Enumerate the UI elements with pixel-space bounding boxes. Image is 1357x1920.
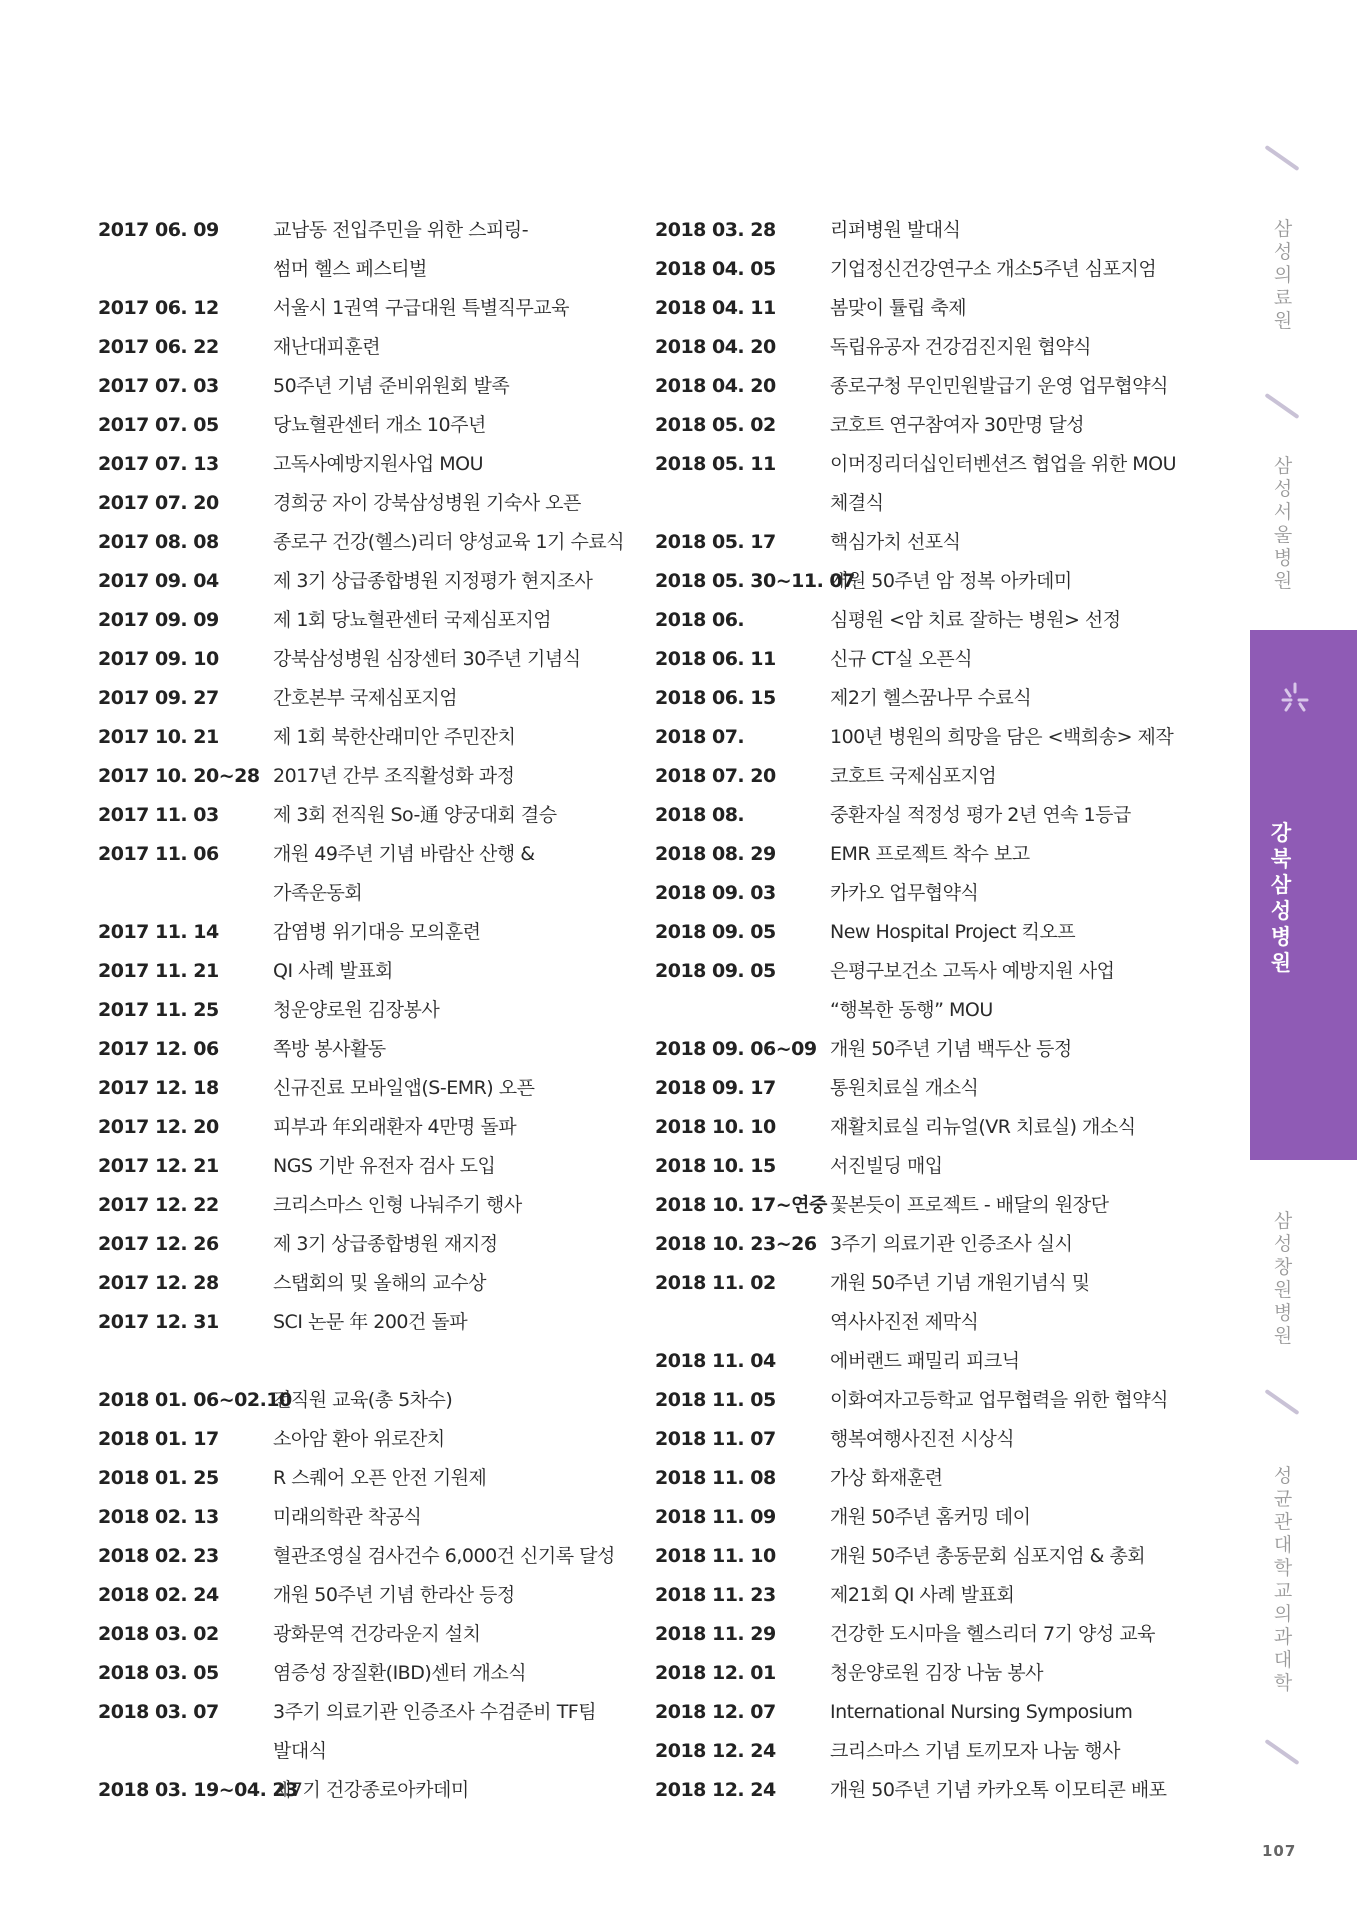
entry-text: 제 3기 상급종합병원 재지정 [273,1233,498,1255]
entry-text: 3주기 의료기관 인증조사 실시 [830,1233,1073,1255]
entry-text: 쪽방 봉사활동 [273,1038,386,1060]
entry-date: 2017 12. 31 [98,1311,219,1333]
entry-text: 가족운동회 [273,882,363,904]
entry-text: 간호본부 국제심포지엄 [273,687,458,709]
entry-text: 심평원 <암 치료 잘하는 병원> 선정 [830,609,1121,631]
entry-text: 3주기 의료기관 인증조사 수검준비 TF팀 [273,1701,597,1723]
entry-date: 2018 10. 17~연중 [655,1194,827,1216]
entry-date: 2018 01. 17 [98,1428,219,1450]
entry-text: 체결식 [830,492,884,514]
entry-date: 2017 09. 10 [98,648,219,670]
entry-text: 독립유공자 건강검진지원 협약식 [830,336,1092,358]
entry-text: 서진빌딩 매입 [830,1155,943,1177]
entry-text: QI 사례 발표회 [273,960,393,982]
entry-date: 2017 10. 21 [98,726,219,748]
entry-date: 2017 09. 27 [98,687,219,709]
entry-date: 2017 12. 28 [98,1272,219,1294]
entry-text: SCI 논문 年 200건 돌파 [273,1311,468,1333]
entry-text: 100년 병원의 희망을 담은 <백희송> 제작 [830,726,1174,748]
entry-date: 2017 08. 08 [98,531,219,553]
entry-text: 스탭회의 및 올해의 교수상 [273,1272,487,1294]
entry-text: 개원 50주년 기념 개원기념식 및 [830,1272,1090,1294]
entry-text: 전직원 교육(총 5차수) [273,1389,453,1411]
entry-date: 2018 04. 20 [655,336,776,358]
entry-text: 카카오 업무협약식 [830,882,979,904]
entry-date: 2017 06. 09 [98,219,219,241]
entry-date: 2018 04. 20 [655,375,776,397]
entry-text: 개원 50주년 총동문회 심포지엄 & 총회 [830,1545,1146,1567]
entry-text: 썸머 헬스 페스티벌 [273,258,427,280]
entry-text: 개원 50주년 홈커밍 데이 [830,1506,1031,1528]
entry-text: 행복여행사진전 시상식 [830,1428,1015,1450]
entry-date: 2018 03. 19~04. 23 [98,1779,298,1801]
entry-date: 2018 12. 01 [655,1662,776,1684]
entry-text: 종로구청 무인민원발급기 운영 업무협약식 [830,375,1168,397]
entry-date: 2018 09. 03 [655,882,776,904]
entry-date: 2018 11. 05 [655,1389,776,1411]
entry-text: 꽃본듯이 프로젝트 - 배달의 원장단 [830,1194,1109,1216]
entry-date: 2018 12. 07 [655,1701,776,1723]
entry-date: 2017 07. 20 [98,492,219,514]
tab-samsung-medical-center[interactable]: 삼성의료원 [1273,218,1293,332]
entry-date: 2017 10. 20~28 [98,765,260,787]
entry-date: 2018 02. 24 [98,1584,219,1606]
entry-date: 2018 02. 23 [98,1545,219,1567]
divider-slash-icon [1264,1739,1299,1765]
entry-text: 가상 화재훈련 [830,1467,943,1489]
entry-text: 감염병 위기대응 모의훈련 [273,921,481,943]
entry-date: 2018 11. 07 [655,1428,776,1450]
entry-text: 중환자실 적정성 평가 2년 연속 1등급 [830,804,1131,826]
entry-text: International Nursing Symposium [830,1701,1133,1723]
entry-text: 제 3회 전직원 So-通 양궁대회 결승 [273,804,557,826]
entry-date: 2018 11. 10 [655,1545,776,1567]
entry-date: 2017 09. 09 [98,609,219,631]
entry-text: 건강한 도시마을 헬스리더 7기 양성 교육 [830,1623,1155,1645]
entry-text: 크리스마스 기념 토끼모자 나눔 행사 [830,1740,1120,1762]
entry-date: 2018 03. 28 [655,219,776,241]
divider-slash-icon [1264,1389,1299,1415]
entry-text: 강북삼성병원 심장센터 30주년 기념식 [273,648,581,670]
entry-date: 2018 09. 17 [655,1077,776,1099]
entry-text: 제7기 건강종로아카데미 [273,1779,469,1801]
entry-date: 2018 10. 15 [655,1155,776,1177]
entry-date: 2018 07. [655,726,745,748]
entry-text: NGS 기반 유전자 검사 도입 [273,1155,496,1177]
entry-text: 제 1회 당뇨혈관센터 국제심포지엄 [273,609,552,631]
entry-date: 2018 11. 29 [655,1623,776,1645]
entry-text: 개원 50주년 암 정복 아카데미 [830,570,1072,592]
entry-date: 2017 12. 20 [98,1116,219,1138]
entry-date: 2018 06. 11 [655,648,776,670]
entry-date: 2017 06. 12 [98,297,219,319]
entry-date: 2018 02. 13 [98,1506,219,1528]
entry-text: 광화문역 건강라운지 설치 [273,1623,481,1645]
entry-date: 2017 12. 22 [98,1194,219,1216]
entry-date: 2017 07. 05 [98,414,219,436]
entry-text: 제 1회 북한산래미안 주민잔치 [273,726,516,748]
entry-date: 2018 09. 05 [655,921,776,943]
sparkle-icon [1275,680,1315,720]
entry-text: 2017년 간부 조직활성화 과정 [273,765,515,787]
entry-text: 코호트 국제심포지엄 [830,765,997,787]
entry-text: 이머징리더십인터벤션즈 협업을 위한 MOU [830,453,1177,475]
entry-text: 50주년 기념 준비위원회 발족 [273,375,510,397]
entry-date: 2017 12. 26 [98,1233,219,1255]
entry-date: 2018 01. 06~02.10 [98,1389,292,1411]
entry-text: 역사사진전 제막식 [830,1311,979,1333]
entry-date: 2018 10. 10 [655,1116,776,1138]
entry-date: 2018 03. 07 [98,1701,219,1723]
entry-text: 종로구 건강(헬스)리더 양성교육 1기 수료식 [273,531,625,553]
entry-text: 경희궁 자이 강북삼성병원 기숙사 오픈 [273,492,581,514]
entry-date: 2018 11. 09 [655,1506,776,1528]
entry-date: 2018 11. 02 [655,1272,776,1294]
entry-date: 2018 11. 23 [655,1584,776,1606]
entry-text: 개원 49주년 기념 바람산 산행 & [273,843,535,865]
entry-text: 재난대피훈련 [273,336,381,358]
entry-date: 2018 08. 29 [655,843,776,865]
entry-text: 개원 50주년 기념 카카오톡 이모티콘 배포 [830,1779,1167,1801]
entry-date: 2018 10. 23~26 [655,1233,817,1255]
entry-text: 통원치료실 개소식 [830,1077,979,1099]
entry-text: 기업정신건강연구소 개소5주년 심포지엄 [830,258,1157,280]
entry-date: 2018 09. 05 [655,960,776,982]
entry-date: 2018 05. 17 [655,531,776,553]
tab-samsung-changwon-hospital[interactable]: 삼성창원병원 [1273,1210,1293,1347]
entry-date: 2017 11. 14 [98,921,219,943]
entry-date: 2018 03. 02 [98,1623,219,1645]
entry-text: 미래의학관 착공식 [273,1506,422,1528]
entry-text: 크리스마스 인형 나눠주기 행사 [273,1194,522,1216]
entry-text: R 스퀘어 오픈 안전 기원제 [273,1467,487,1489]
entry-date: 2018 07. 20 [655,765,776,787]
entry-text: 당뇨혈관센터 개소 10주년 [273,414,486,436]
entry-date: 2018 05. 30~11. 07 [655,570,855,592]
entry-date: 2018 12. 24 [655,1740,776,1762]
entry-text: 발대식 [273,1740,327,1762]
entry-date: 2017 11. 25 [98,999,219,1021]
entry-date: 2017 11. 03 [98,804,219,826]
entry-date: 2017 07. 13 [98,453,219,475]
entry-text: 리퍼병원 발대식 [830,219,961,241]
entry-date: 2018 08. [655,804,745,826]
entry-text: EMR 프로젝트 착수 보고 [830,843,1030,865]
entry-text: 봄맞이 튤립 축제 [830,297,967,319]
entry-date: 2017 11. 21 [98,960,219,982]
entry-date: 2018 11. 04 [655,1350,776,1372]
entry-date: 2018 04. 05 [655,258,776,280]
entry-text: New Hospital Project 킥오프 [830,921,1076,943]
entry-text: 소아암 환아 위로잔치 [273,1428,445,1450]
entry-date: 2017 06. 22 [98,336,219,358]
entry-text: 신규진료 모바일앱(S-EMR) 오픈 [273,1077,535,1099]
entry-date: 2018 01. 25 [98,1467,219,1489]
tab-skku-medical-school[interactable]: 성균관대학교 의과대학 [1273,1465,1293,1694]
entry-date: 2018 05. 02 [655,414,776,436]
entry-text: 청운양로원 김장 나눔 봉사 [830,1662,1044,1684]
entry-date: 2018 03. 05 [98,1662,219,1684]
entry-date: 2017 12. 18 [98,1077,219,1099]
entry-text: 개원 50주년 기념 백두산 등정 [830,1038,1072,1060]
tab-samsung-seoul-hospital[interactable]: 삼성서울병원 [1273,455,1293,592]
page-number: 107 [1262,1842,1297,1860]
entry-text: “행복한 동행” MOU [830,999,993,1021]
entry-text: 핵심가치 선포식 [830,531,961,553]
entry-text: 개원 50주년 기념 한라산 등정 [273,1584,515,1606]
entry-date: 2017 12. 21 [98,1155,219,1177]
entry-date: 2018 04. 11 [655,297,776,319]
entry-date: 2017 07. 03 [98,375,219,397]
entry-text: 에버랜드 패밀리 피크닉 [830,1350,1020,1372]
entry-text: 제2기 헬스꿈나무 수료식 [830,687,1032,709]
entry-date: 2018 12. 24 [655,1779,776,1801]
entry-text: 재활치료실 리뉴얼(VR 치료실) 개소식 [830,1116,1136,1138]
entry-text: 염증성 장질환(IBD)센터 개소식 [273,1662,527,1684]
entry-text: 이화여자고등학교 업무협력을 위한 협약식 [830,1389,1168,1411]
entry-date: 2018 06. [655,609,745,631]
entry-text: 피부과 年외래환자 4만명 돌파 [273,1116,517,1138]
entry-text: 제21회 QI 사례 발표회 [830,1584,1015,1606]
entry-date: 2018 09. 06~09 [655,1038,817,1060]
entry-text: 서울시 1권역 구급대원 특별직무교육 [273,297,570,319]
entry-text: 고독사예방지원사업 MOU [273,453,483,475]
divider-slash-icon [1264,393,1299,419]
entry-date: 2018 06. 15 [655,687,776,709]
entry-date: 2017 09. 04 [98,570,219,592]
entry-date: 2017 11. 06 [98,843,219,865]
entry-text: 신규 CT실 오픈식 [830,648,973,670]
entry-text: 청운양로원 김장봉사 [273,999,440,1021]
entry-date: 2017 12. 06 [98,1038,219,1060]
entry-text: 제 3기 상급종합병원 지정평가 현지조사 [273,570,593,592]
entry-text: 교남동 전입주민을 위한 스피링- [273,219,529,241]
entry-date: 2018 05. 11 [655,453,776,475]
entry-date: 2018 11. 08 [655,1467,776,1489]
entry-text: 은평구보건소 고독사 예방지원 사업 [830,960,1115,982]
entry-text: 혈관조영실 검사건수 6,000건 신기록 달성 [273,1545,615,1567]
tab-kangbuk-samsung-hospital[interactable]: 강북삼성병원 [1270,821,1292,975]
entry-text: 코호트 연구참여자 30만명 달성 [830,414,1085,436]
divider-slash-icon [1264,145,1299,171]
